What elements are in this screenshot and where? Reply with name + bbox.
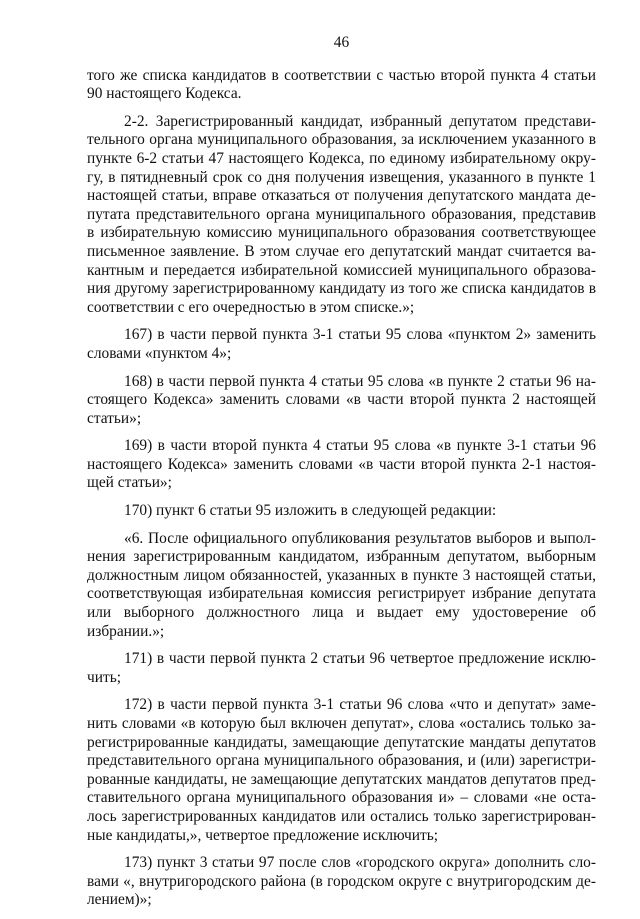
- page-number: 46: [333, 34, 350, 51]
- document-page: [87, 34, 596, 919]
- paragraph-170-text: «6. После официального опубликования результатов выборов и выполнения зарегистрированным кандидатом, избранным депутатом, выборным должностным лицом обязанностей, указанных в пункте 3 настоящей статьи, соответствующая избирательная комиссия регистрирует избрание депутата или выборного должностного лица и выдает ему удостоверение об избрании.»;: [87, 529, 596, 640]
- paragraph-2-2: 2-2. Зарегистрированный кандидат, избранный депутатом представительного органа муниципального образования, за исключением указанного в пункте 6-2 статьи 47 настоящего Кодекса, по единому избирательному округу, в пятидневный срок со дня получения извещения, указанного в пункте 1 настоящей статьи, вправе отказаться от получения депутатского мандата депутата представительного органа муниципального образования, представив в избирательную комиссию муниципального образования соответствующее письменное заявление. В этом случае его депутатский мандат считается вакантным и передается избирательной комиссией муниципального образования другому зарегистрированному кандидату из того же списка кандидатов в соответствии с его очередностью в этом списке.»;: [87, 112, 596, 316]
- paragraph-173: 173) пункт 3 статьи 97 после слов «городского округа» дополнить словами «, внутригородского района (в городском округе с внутригородским делением)»;: [87, 854, 596, 909]
- paragraph-171: 171) в части первой пункта 2 статьи 96 четвертое предложение исключить;: [87, 650, 596, 686]
- paragraph-170: 170) пункт 6 статьи 95 изложить в следующей редакции:: [124, 502, 497, 520]
- paragraph-168: 168) в части первой пункта 4 статьи 95 слова «в пункте 2 статьи 96 настоящего Кодекса» заменить словами «в части второй пункта 2 настоящей статьи»;: [87, 372, 596, 427]
- paragraph-172: 172) в части первой пункта 3-1 статьи 96 слова «что и депутат» заменить словами «в которую был включен депутат», слова «остались только зарегистрированные кандидаты, замещающие депутатские мандаты депутатов представительного органа муниципального образования, и (или) зарегистрированные кандидаты, не замещающие депутатских мандатов депутатов представительного органа муниципального образования и» – словами «не осталось зарегистрированных кандидатов или остались только зарегистрированные кандидаты,», четвертое предложение исключить;: [87, 696, 596, 844]
- paragraph-169: 169) в части второй пункта 4 статьи 95 слова «в пункте 3-1 статьи 96 настоящего Кодекса» заменить словами «в части второй пункта 2-1 настоящей статьи»;: [87, 437, 596, 492]
- paragraph-167: 167) в части первой пункта 3-1 статьи 95 слова «пунктом 2» заменить словами «пунктом 4»;: [87, 326, 596, 362]
- paragraph-continuation: того же списка кандидатов в соответствии с частью второй пункта 4 статьи 90 настоящего Кодекса.: [87, 66, 596, 103]
